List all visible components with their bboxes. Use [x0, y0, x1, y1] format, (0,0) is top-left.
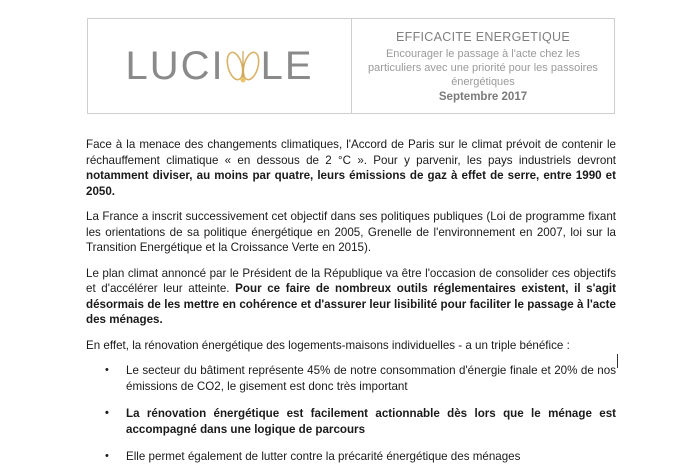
header-title: EFFICACITE ENERGETIQUE [396, 29, 570, 44]
bullet-icon: • [105, 364, 109, 376]
header-info [352, 19, 614, 113]
logo-text-left: LUCI [125, 43, 225, 88]
lucioles-logo [125, 44, 313, 89]
bullet-icon: • [105, 450, 109, 462]
paragraph-2 [86, 209, 616, 256]
list-item [86, 449, 616, 463]
list-item [86, 406, 616, 437]
benefit-list [86, 363, 616, 463]
document-header [87, 18, 615, 114]
header-subtitle: Encourager le passage à l'acte chez les particuliers avec une priorité pour les passoires énergétiques [368, 47, 598, 88]
paragraph-3-bold: Pour ce faire de nombreux outils réglementaires existent, il s'agit désormais de les mettre en cohérence et d'assurer leur lisibilité pour faciliter le passage à l'acte des ménages. [86, 282, 617, 326]
list-item [86, 363, 616, 394]
paragraph-1 [86, 137, 616, 199]
header-date: Septembre 2017 [438, 90, 528, 103]
list-item-text: La rénovation énergétique est facilement actionnable dès lors que le ménage est accompagné dans une logique de parcours [126, 407, 616, 436]
list-item-text: Le secteur du bâtiment représente 45% de notre consommation d'énergie finale et 20% de nos émissions de CO2, le gisement est donc très important [126, 364, 616, 393]
paragraph-3 [86, 266, 616, 328]
paragraph-4-text: En effet, la rénovation énergétique des logements-maisons individuelles - a un triple bénéfice : [86, 338, 570, 352]
logo-text-right: LE [260, 43, 314, 88]
logo-cell [88, 19, 352, 113]
paragraph-1-text: Face à la menace des changements climatiques, l'Accord de Paris sur le climat prévoit de contenir le réchauffement climatique « en dessous de 2 °C ». Pour y parvenir, les pays industriels devront [86, 138, 616, 167]
list-item-text: Elle permet également de lutter contre la précarité énergétique des ménages [126, 450, 521, 463]
firefly-icon [226, 47, 260, 85]
bullet-icon: • [105, 407, 109, 419]
paragraph-4 [86, 338, 616, 354]
paragraph-3-text: Le plan climat annoncé par le Président de la République va être l'occasion de consolider ces objectifs et d'accélérer leur atteinte. [86, 266, 616, 295]
text-cursor [617, 354, 618, 368]
paragraph-1-bold: notamment diviser, au moins par quatre, leurs émissions de gaz à effet de serre, entre 1990 et 2050. [86, 169, 616, 198]
document-body [86, 137, 616, 467]
paragraph-2-text: La France a inscrit successivement cet objectif dans ses politiques publiques (Loi de programme fixant les orientations de sa politique énergétique en 2005, Grenelle de l'environnement en 2007, loi sur la Transition Energétique et la Croissance Verte en 2015). [86, 210, 616, 254]
